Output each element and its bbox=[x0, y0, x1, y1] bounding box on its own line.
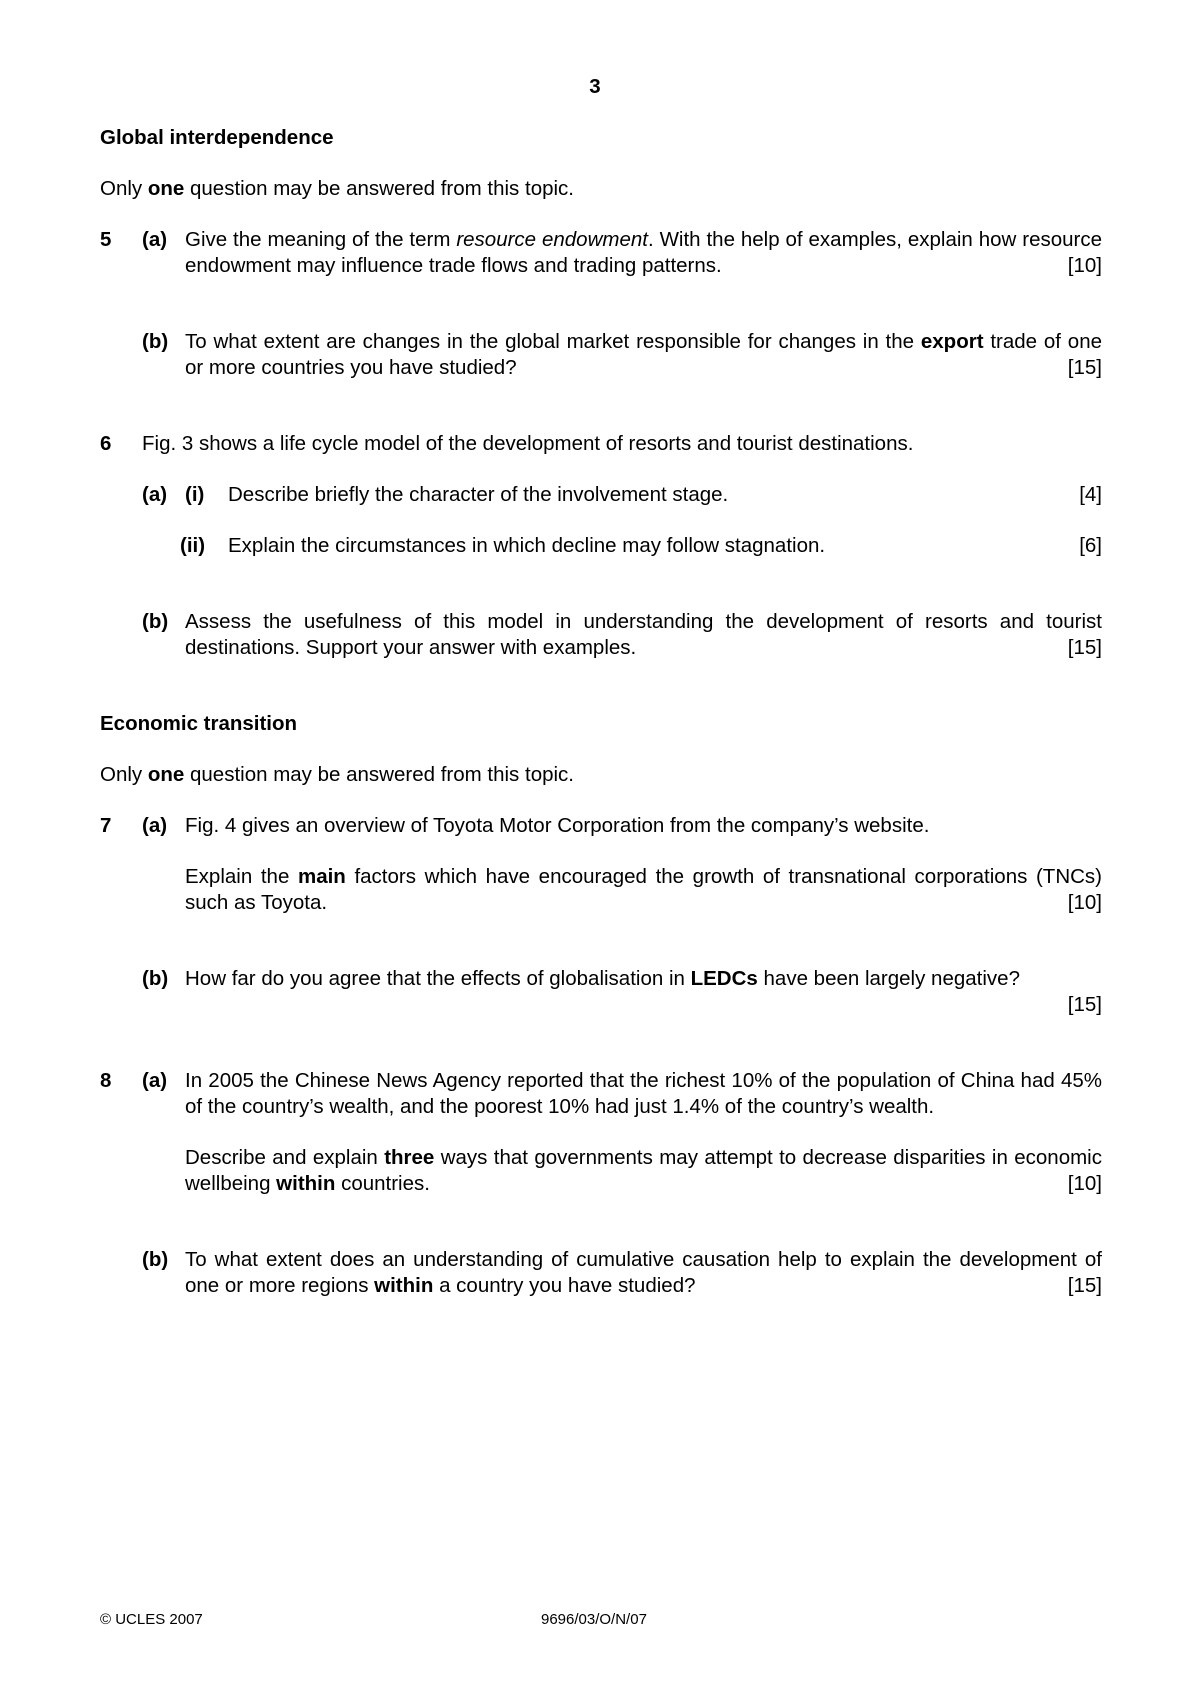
question-5b-text: To what extent are changes in the global market responsible for changes in the export trade of one or more countries you have studied? bbox=[185, 330, 1102, 379]
subpart-label-6aii: (ii) bbox=[180, 534, 206, 557]
part-label-8a: (a) bbox=[142, 1069, 168, 1092]
section-heading-economic-transition: Economic transition bbox=[100, 712, 298, 735]
section-heading-global-interdependence: Global interdependence bbox=[100, 126, 334, 149]
mark-7b: [15] bbox=[1067, 993, 1102, 1016]
question-number-6: 6 bbox=[100, 432, 112, 455]
question-7a-text: Explain the main factors which have encouraged the growth of transnational corporations (TNCs) such as Toyota. bbox=[185, 865, 1103, 914]
part-label-5b: (b) bbox=[142, 330, 169, 353]
subpart-label-6ai: (i) bbox=[185, 483, 205, 506]
footer-copyright: © UCLES 2007 bbox=[100, 1611, 203, 1628]
section-instruction: Only one question may be answered from this topic. bbox=[100, 763, 575, 786]
part-label-6a: (a) bbox=[142, 483, 168, 506]
mark-6b: [15] bbox=[1067, 636, 1102, 659]
question-5a-text: Give the meaning of the term resource endowment. With the help of examples, explain how resource endowment may influence trade flows and trading patterns. bbox=[185, 228, 1103, 277]
question-number-8: 8 bbox=[100, 1069, 112, 1092]
question-7b-text: How far do you agree that the effects of globalisation in LEDCs have been largely negative? bbox=[185, 967, 1020, 990]
question-6ai-text: Describe briefly the character of the involvement stage. bbox=[228, 483, 729, 506]
footer-paper-code: 9696/03/O/N/07 bbox=[541, 1611, 647, 1628]
question-6aii-text: Explain the circumstances in which decline may follow stagnation. bbox=[228, 534, 826, 557]
mark-6aii: [6] bbox=[1079, 534, 1102, 557]
part-label-6b: (b) bbox=[142, 610, 169, 633]
section-instruction: Only one question may be answered from this topic. bbox=[100, 177, 575, 200]
question-6-stem: Fig. 3 shows a life cycle model of the development of resorts and tourist destinations. bbox=[142, 432, 914, 455]
mark-5b: [15] bbox=[1067, 356, 1102, 379]
question-number-5: 5 bbox=[100, 228, 112, 251]
mark-5a: [10] bbox=[1067, 254, 1102, 277]
page-number: 3 bbox=[589, 75, 601, 98]
part-label-8b: (b) bbox=[142, 1248, 169, 1271]
mark-8b: [15] bbox=[1067, 1274, 1102, 1297]
question-6b-text: Assess the usefulness of this model in understanding the development of resorts and tourist destinations. Support your answer with examples. bbox=[185, 610, 1102, 659]
mark-7a: [10] bbox=[1067, 891, 1102, 914]
mark-6ai: [4] bbox=[1079, 483, 1102, 506]
question-8a-text: Describe and explain three ways that governments may attempt to decrease disparities in economic wellbeing within countries. bbox=[185, 1146, 1102, 1195]
part-label-7a: (a) bbox=[142, 814, 168, 837]
part-label-5a: (a) bbox=[142, 228, 168, 251]
mark-8a: [10] bbox=[1067, 1172, 1102, 1195]
question-7a-stem: Fig. 4 gives an overview of Toyota Motor Corporation from the company’s website. bbox=[185, 814, 930, 837]
question-number-7: 7 bbox=[100, 814, 112, 837]
question-8b-text: To what extent does an understanding of cumulative causation help to explain the development of one or more regions within a country you have studied? bbox=[185, 1248, 1102, 1297]
question-8a-stem: In 2005 the Chinese News Agency reported that the richest 10% of the population of China had 45% of the country’s wealth, and the poorest 10% had just 1.4% of the country’s wealth. bbox=[185, 1069, 1102, 1118]
part-label-7b: (b) bbox=[142, 967, 169, 990]
